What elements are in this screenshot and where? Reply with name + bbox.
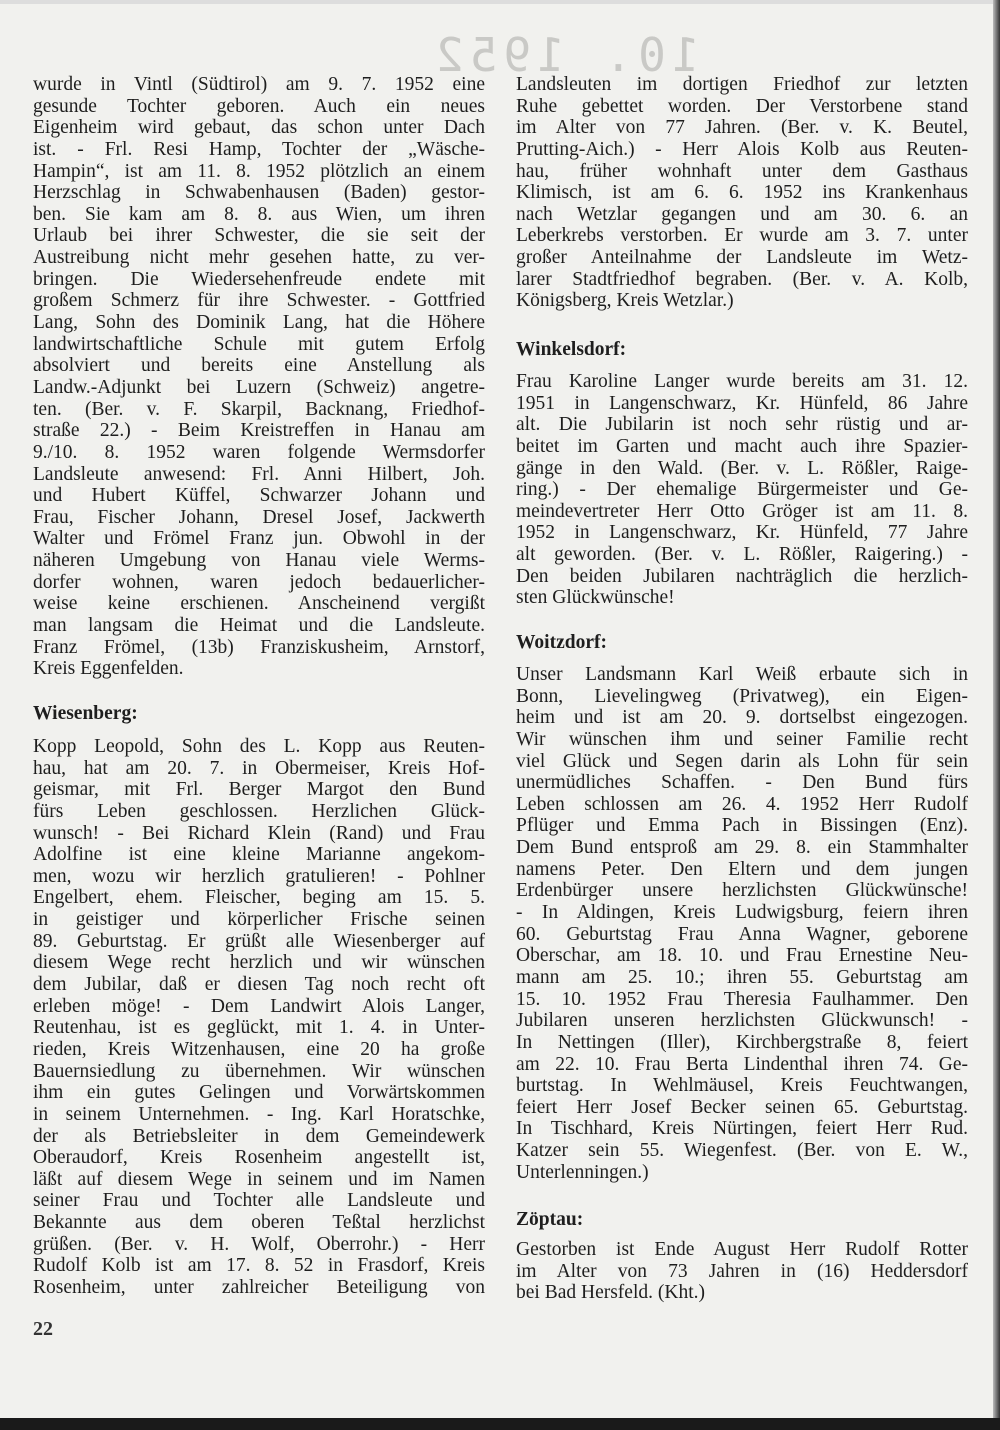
text-line: läßt auf diesem Wege in seinem und im Namen (33, 1168, 485, 1190)
text-line: viel Glück und Segen darin als Lohn für sein (516, 750, 968, 772)
text-line: Dem Bund entsproß am 29. 8. ein Stammhalter (516, 837, 968, 859)
text-line: 15. 10. 1952 Frau Theresia Faulhammer. Den (516, 988, 968, 1010)
text-line: ten. (Ber. v. F. Skarpil, Backnang, Friedhof- (33, 398, 485, 420)
text-line: Leben schlossen am 26. 4. 1952 Herr Rudolf (516, 793, 968, 815)
text-line: Engelbert, ehem. Fleischer, beging am 15. 5. (33, 887, 485, 909)
text-line: Erdenbürger unsere herzlichsten Glückwünsche! (516, 880, 968, 902)
text-line: - In Aldingen, Kreis Ludwigsburg, feiern ihren (516, 902, 968, 924)
text-line: ring.) - Der ehemalige Bürgermeister und Ge- (516, 479, 968, 501)
section-heading: Zöptau: (516, 1209, 584, 1230)
text-line: Reutenhau, ist es geglückt, mit 1. 4. in Unter- (33, 1017, 485, 1039)
text-line: Eigenheim wird gebaut, das schon unter Dach (33, 117, 485, 139)
text-line: 60. Geburtstag Frau Anna Wagner, geborene (516, 923, 968, 945)
text-line: in geistiger und körperlicher Frische seinen (33, 909, 485, 931)
text-line: man langsam die Heimat und die Landsleute. (33, 615, 485, 637)
text-line: Adolfine ist eine kleine Marianne angekom- (33, 844, 485, 866)
text-line: Rudolf Kolb ist am 17. 8. 52 in Frasdorf, Kreis (33, 1255, 485, 1277)
text-line: seiner Frau und Tochter alle Landsleute und (33, 1190, 485, 1212)
text-line: dem Jubilar, daß er diesen Tag noch recht oft (33, 974, 485, 996)
text-line: ist. - Frl. Resi Hamp, Tochter der „Wäsche- (33, 138, 485, 160)
text-line: Landw.-Adjunkt bei Luzern (Schweiz) angetre- (33, 376, 485, 398)
text-line: erleben möge! - Dem Landwirt Alois Langer, (33, 995, 485, 1017)
received-date-stamp: 10. 1952 (430, 28, 700, 82)
text-line: 1952 in Langenschwarz, Kr. Hünfeld, 77 Jahre (516, 522, 968, 544)
text-line: Bauernsiedlung zu übernehmen. Wir wünschen (33, 1060, 485, 1082)
paragraph (33, 736, 485, 1299)
text-line: Wir wünschen ihm und seiner Familie recht (516, 728, 968, 750)
text-line: alt geworden. (Ber. v. L. Rößler, Raigering.) - (516, 544, 968, 566)
paragraph (33, 74, 485, 680)
text-line: ben. Sie kam am 8. 8. aus Wien, um ihren (33, 203, 485, 225)
text-line: sten Glückwünsche! (516, 587, 675, 609)
paragraph (516, 664, 968, 1183)
text-line: Ruhe gebettet worden. Der Verstorbene stand (516, 95, 968, 117)
text-line: Urlaub bei ihrer Schwester, die sie seit der (33, 225, 485, 247)
text-line: hau, früher wohnhaft unter dem Gasthaus (516, 160, 968, 182)
text-line: Lang, Sohn des Dominik Lang, hat die Höhere (33, 312, 485, 334)
text-line: larer Stadtfriedhof begraben. (Ber. v. A. Kolb, (516, 268, 968, 290)
text-line: Austreibung nicht mehr gesehen hatte, zu ver- (33, 247, 485, 269)
text-line: Bekannte aus dem oberen Teßtal herzlichst (33, 1212, 485, 1234)
paragraph (516, 371, 968, 609)
text-line: grüßen. (Ber. v. H. Wolf, Oberrohr.) - Herr (33, 1233, 485, 1255)
section-heading: Woitzdorf: (516, 632, 607, 653)
text-line: Pflüger und Emma Pach in Bissingen (Enz). (516, 815, 968, 837)
text-line: gänge in den Wald. (Ber. v. L. Rößler, Raige- (516, 457, 968, 479)
text-line: der als Betriebsleiter in dem Gemeindewerk (33, 1125, 485, 1147)
text-line: feiert Herr Josef Becker seinen 65. Geburtstag. (516, 1096, 968, 1118)
text-line: nach Wetzlar gegangen und am 30. 6. an (516, 203, 968, 225)
paragraph (516, 74, 968, 312)
text-line: Herzschlag in Schwabenhausen (Baden) gestor- (33, 182, 485, 204)
text-line: hau, hat am 20. 7. in Obermeiser, Kreis Hof- (33, 757, 485, 779)
text-line: im Alter von 77 Jahren. (Ber. v. K. Beutel, (516, 117, 968, 139)
text-line: burtstag. In Wehlmäusel, Kreis Feuchtwangen, (516, 1075, 968, 1097)
text-line: meindevertreter Herr Otto Gröger ist am 11. 8. (516, 500, 968, 522)
text-line: men, wozu wir herzlich gratulieren! - Pohlner (33, 865, 485, 887)
text-line: Kreis Eggenfelden. (33, 658, 184, 680)
text-line: Landsleute anwesend: Frl. Anni Hilbert, Joh. (33, 463, 485, 485)
text-line: ihm ein gutes Gelingen und Vorwärtskommen (33, 1082, 485, 1104)
text-line: geismar, mit Frl. Berger Margot den Bund (33, 779, 485, 801)
text-line: Franz Frömel, (13b) Franziskusheim, Arnstorf, (33, 636, 485, 658)
text-line: diesem Wege recht herzlich und wir wünschen (33, 952, 485, 974)
text-line: 9./10. 8. 1952 waren folgende Wermsdorfer (33, 441, 485, 463)
text-line: straße 22.) - Beim Kreistreffen in Hanau am (33, 420, 485, 442)
scan-bottom-edge (0, 1418, 1000, 1430)
text-line: beitet im Garten und macht auch ihre Spazier- (516, 435, 968, 457)
text-line: im Alter von 73 Jahren in (16) Heddersdorf (516, 1260, 968, 1282)
text-line: namens Peter. Den Eltern und dem jungen (516, 858, 968, 880)
text-line: Oberschar, am 18. 10. und Frau Ernestine Neu- (516, 945, 968, 967)
text-line: Königsberg, Kreis Wetzlar.) (516, 290, 734, 312)
text-line: Frau Karoline Langer wurde bereits am 31. 12. (516, 371, 968, 392)
scan-right-edge (993, 0, 1000, 1430)
text-line: unermüdliches Schaffen. - Den Bund fürs (516, 772, 968, 794)
text-line: wurde in Vintl (Südtirol) am 9. 7. 1952 eine (33, 74, 485, 95)
text-line: großer Anteilnahme der Landsleute im Wetz- (516, 247, 968, 269)
text-line: Leberkrebs verstorben. Er wurde am 3. 7. unter (516, 225, 968, 247)
text-line: Unterlenningen.) (516, 1161, 649, 1183)
text-line: Prutting-Aich.) - Herr Alois Kolb aus Reuten- (516, 138, 968, 160)
text-line: näheren Umgebung von Hanau viele Werms- (33, 550, 485, 572)
text-line: 1951 in Langenschwarz, Kr. Hünfeld, 86 Jahre (516, 392, 968, 414)
text-line: Walter und Frömel Franz jun. Obwohl in der (33, 528, 485, 550)
text-line: heim und ist am 20. 9. dortselbst eingezogen. (516, 707, 968, 729)
text-line: 89. Geburtstag. Er grüßt alle Wiesenberger auf (33, 930, 485, 952)
text-line: Klimisch, ist am 6. 6. 1952 ins Krankenhaus (516, 182, 968, 204)
text-line: Jubilaren unseren herzlichsten Glückwunsch! - (516, 1010, 968, 1032)
text-line: fürs Leben geschlossen. Herzlichen Glück- (33, 800, 485, 822)
paragraph (516, 1239, 968, 1304)
text-line: rieden, Kreis Witzenhausen, eine 20 ha große (33, 1038, 485, 1060)
text-line: weise keine erschienen. Anscheinend vergißt (33, 593, 485, 615)
section-heading: Winkelsdorf: (516, 339, 627, 360)
text-line: und Hubert Küffel, Schwarzer Johann und (33, 485, 485, 507)
section-heading: Wiesenberg: (33, 703, 138, 724)
text-line: Bonn, Lievelingweg (Privatweg), ein Eigen- (516, 685, 968, 707)
text-line: absolviert und bereits eine Anstellung als (33, 355, 485, 377)
text-line: bei Bad Hersfeld. (Kht.) (516, 1282, 705, 1304)
text-line: Gestorben ist Ende August Herr Rudolf Rotter (516, 1239, 968, 1260)
text-line: Oberaudorf, Kreis Rosenheim angestellt ist, (33, 1147, 485, 1169)
text-line: Rosenheim, unter zahlreicher Beteiligung von (33, 1277, 485, 1299)
text-line: gesunde Tochter geboren. Auch ein neues (33, 95, 485, 117)
scan-top-shade (0, 0, 1000, 4)
text-line: großem Schmerz für ihre Schwester. - Gottfried (33, 290, 485, 312)
text-line: alt. Die Jubilarin ist noch sehr rüstig und ar- (516, 414, 968, 436)
text-line: wunsch! - Bei Richard Klein (Rand) und Frau (33, 822, 485, 844)
text-line: Landsleuten im dortigen Friedhof zur letzten (516, 74, 968, 95)
text-line: Frau, Fischer Johann, Dresel Josef, Jackwerth (33, 506, 485, 528)
text-line: Unser Landsmann Karl Weiß erbaute sich in (516, 664, 968, 685)
text-line: Den beiden Jubilaren nachträglich die herzlich- (516, 565, 968, 587)
text-line: in seinem Unternehmen. - Ing. Karl Horatschke, (33, 1103, 485, 1125)
text-line: dorfer wohnen, waren jedoch bedauerlicher- (33, 571, 485, 593)
text-line: landwirtschaftliche Schule mit gutem Erfolg (33, 333, 485, 355)
text-line: Katzer sein 55. Wiegenfest. (Ber. von E. W., (516, 1140, 968, 1162)
text-line: mann am 25. 10.; ihren 55. Geburtstag am (516, 966, 968, 988)
text-line: Kopp Leopold, Sohn des L. Kopp aus Reuten- (33, 736, 485, 757)
text-line: am 22. 10. Frau Berta Lindenthal ihren 74. Ge- (516, 1053, 968, 1075)
text-line: bringen. Die Wiedersehenfreude endete mit (33, 268, 485, 290)
page-number: 22 (33, 1318, 53, 1340)
text-line: In Tischhard, Kreis Nürtingen, feiert Herr Rud. (516, 1118, 968, 1140)
text-line: In Nettingen (Iller), Kirchbergstraße 8, feiert (516, 1031, 968, 1053)
text-line: Hampin“, ist am 11. 8. 1952 plötzlich an einem (33, 160, 485, 182)
